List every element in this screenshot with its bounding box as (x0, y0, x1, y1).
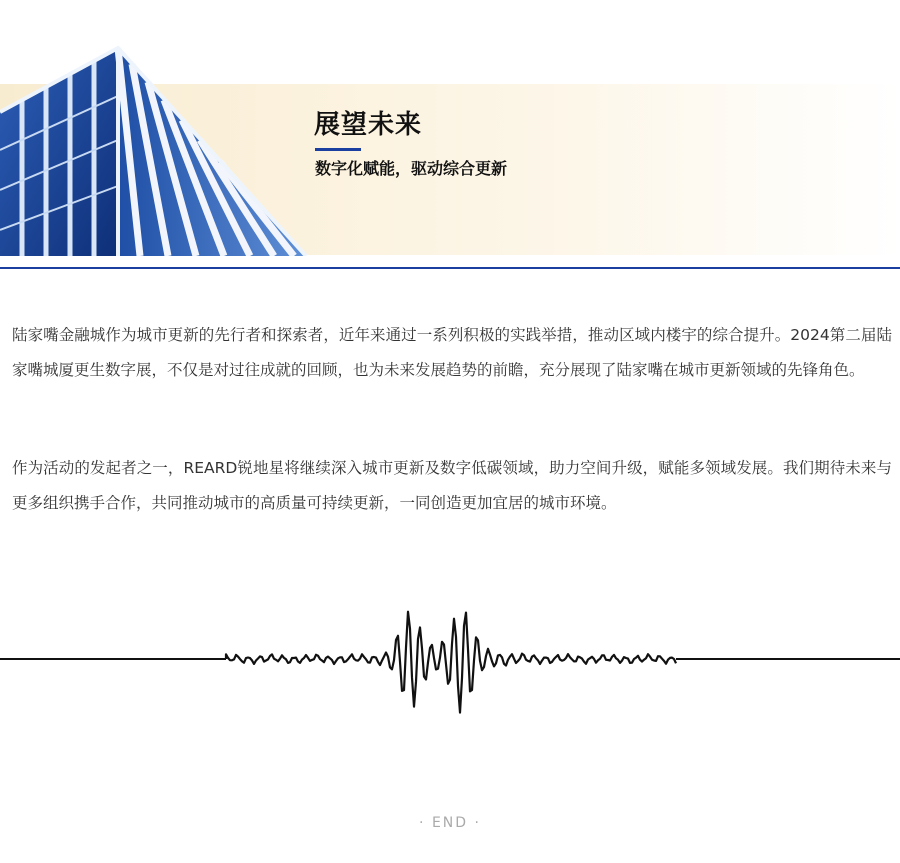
header-banner (0, 0, 900, 270)
glass-building-illustration (0, 0, 320, 256)
article-paragraph: 陆家嘴金融城作为城市更新的先行者和探索者，近年来通过一系列积极的实践举措，推动区域内楼宇的综合提升。2024第二届陆家嘴城厦更生数字展，不仅是对过往成就的回顾，也为未来发展趋势的前瞻，充分展现了陆家嘴在城市更新领域的先锋角色。 (12, 326, 892, 379)
banner-divider-line (0, 267, 900, 269)
end-marker: · END · (419, 815, 481, 831)
section-subtitle: 数字化赋能，驱动综合更新 (315, 159, 508, 178)
section-title: 展望未来 (314, 110, 423, 140)
sound-wave-divider (0, 605, 900, 715)
title-accent-bar (315, 148, 361, 151)
article-paragraph: 作为活动的发起者之一，REARD锐地星将继续深入城市更新及数字低碳领域，助力空间升级，赋能多领域发展。我们期待未来与更多组织携手合作，共同推动城市的高质量可持续更新，一同创造更加宜居的城市环境。 (12, 459, 892, 512)
